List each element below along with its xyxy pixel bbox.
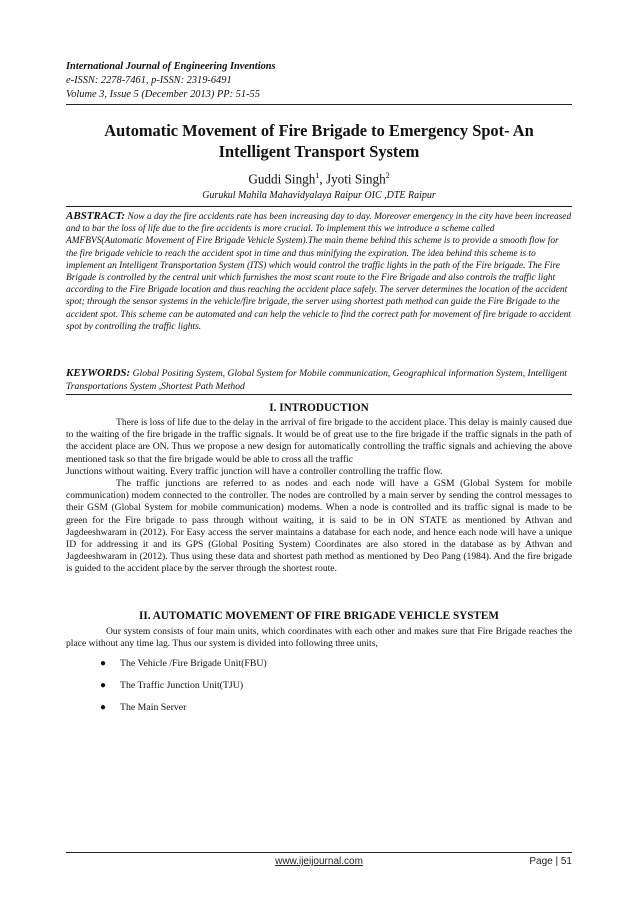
header-rule (66, 104, 572, 105)
bullet-icon: ● (100, 658, 107, 669)
section-1-heading: I. INTRODUCTION (269, 402, 369, 414)
bullet-icon: ● (100, 680, 107, 691)
paper-title (66, 120, 572, 162)
list-item (100, 658, 267, 680)
footer-url[interactable] (66, 856, 572, 867)
intro-paragraph-1b: Junctions without waiting. Every traffic junction will have a controller controlling the traffic flow. (66, 465, 443, 477)
journal-header (66, 60, 276, 102)
abstract-top-rule (66, 206, 572, 207)
intro-paragraph-1: There is loss of life due to the delay in the arrival of fire brigade to the accident place. This delay is mainly caused due to the waiting of the fire brigade in the traffic signals. It would be of great use to the fire brigade if the traffic signals in the path of the accident place are ON. Thus we propose a new design for automatically controlling the traffic signals and achieving the above mentioned task so that the fire brigade would be able to cross all the traffic (66, 417, 572, 465)
list-item (100, 702, 267, 724)
author-2-sup: 2 (385, 171, 390, 180)
journal-name: International Journal of Engineering Inventions (66, 61, 276, 72)
keywords-text: Global Positing System, Global System for Mobile communication, Geographical information System, Intelligent Transportations System ,Shortest Path Method (66, 368, 567, 392)
section-2-body (66, 626, 572, 650)
journal-volume: Volume 3, Issue 5 (December 2013) PP: 51-55 (66, 89, 260, 100)
author-separator: , (319, 171, 326, 187)
bullet-icon: ● (100, 702, 107, 713)
keywords-bottom-rule (66, 394, 572, 395)
unit-list (100, 658, 267, 724)
author-1-sup: 1 (315, 171, 320, 180)
footer-link[interactable]: www.ijeijournal.com (275, 856, 363, 867)
abstract (66, 210, 572, 333)
section-2-heading: II. AUTOMATIC MOVEMENT OF FIRE BRIGADE VEHICLE SYSTEM (139, 610, 499, 622)
journal-issn: e-ISSN: 2278-7461, p-ISSN: 2319-6491 (66, 75, 232, 86)
title-line-1: Automatic Movement of Fire Brigade to Emergency Spot- An (104, 121, 534, 140)
section-1-body (66, 417, 572, 576)
list-item-text: The Vehicle /Fire Brigade Unit(FBU) (120, 658, 267, 669)
page-number: Page | 51 (529, 856, 572, 867)
keywords-label: KEYWORDS: (66, 367, 131, 379)
list-item-text: The Main Server (120, 702, 187, 713)
abstract-label: ABSTRACT: (66, 210, 126, 222)
author-2: Jyoti Singh (325, 171, 386, 187)
list-item (100, 680, 267, 702)
footer-rule (66, 852, 572, 853)
author-line (66, 171, 572, 187)
list-item-text: The Traffic Junction Unit(TJU) (120, 680, 244, 691)
section-2-paragraph: Our system consists of four main units, which coordinates with each other and makes sure that Fire Brigade reaches the place without any time lag. Thus our system is divided into following three units, (66, 626, 572, 650)
keywords (66, 367, 572, 393)
affiliation: Gurukul Mahila Mahavidyalaya Raipur OIC ,DTE Raipur (202, 190, 436, 201)
abstract-text: Now a day the fire accidents rate has been increasing day to day. Moreover emergency in the city have been increased and to bar the loss of life due to the fire accidents is more crucial. To implement this we introduce a scheme called AMFBVS(Automatic Movement of Fire Brigade Vehicle System).The main theme behind this scheme is to provide a smooth flow for the fire brigade vehicle to reach the accident spot in time and thus minifying the expiration. The idea behind this scheme is to implement an Intelligent Transportation System (ITS) which would control the traffic lights in the path of the Fire brigade. The Fire Brigade is controlled by the central unit which furnishes the most scant route to the Fire Brigade and also controls the traffic light according to the Fire Brigade location and thus reaching the accident place safely. The server determines the location of the accident spot; through the sensor systems in the vehicle/fire brigade, the server using shortest path method can guide the Fire Brigade to the accident spot. This scheme can be automated and can help the vehicle to find the correct path for movement of fire brigade to accident spot by controlling the traffic lights. (66, 212, 572, 332)
intro-paragraph-2: The traffic junctions are referred to as nodes and each node will have a GSM (Global System for mobile communication) modem connected to the controller. The nodes are controlled by a main server by sending the control messages to their GSM (Global System for mobile communication) modems. When a node is controlled and its traffic signal is made to be green for the Fire brigade to pass through without waiting, it is said to be in ON STATE as mentioned by Athvan and Jagdeeshwaram in (2012). For Easy access the server maintains a database for each node, and hence each node will have a unique ID for addressing it and its GPS (Global Positing System) Coordinates are also stored in the database as by Athvan and Jagdeeshwaram in (2012). Thus using these data and shortest path method as mentioned by Deo Pang (1984). And the fire brigade is guided to the accident place by the server through the shortest route. (66, 478, 572, 575)
title-line-2: Intelligent Transport System (218, 142, 420, 161)
author-1: Guddi Singh (248, 171, 316, 187)
